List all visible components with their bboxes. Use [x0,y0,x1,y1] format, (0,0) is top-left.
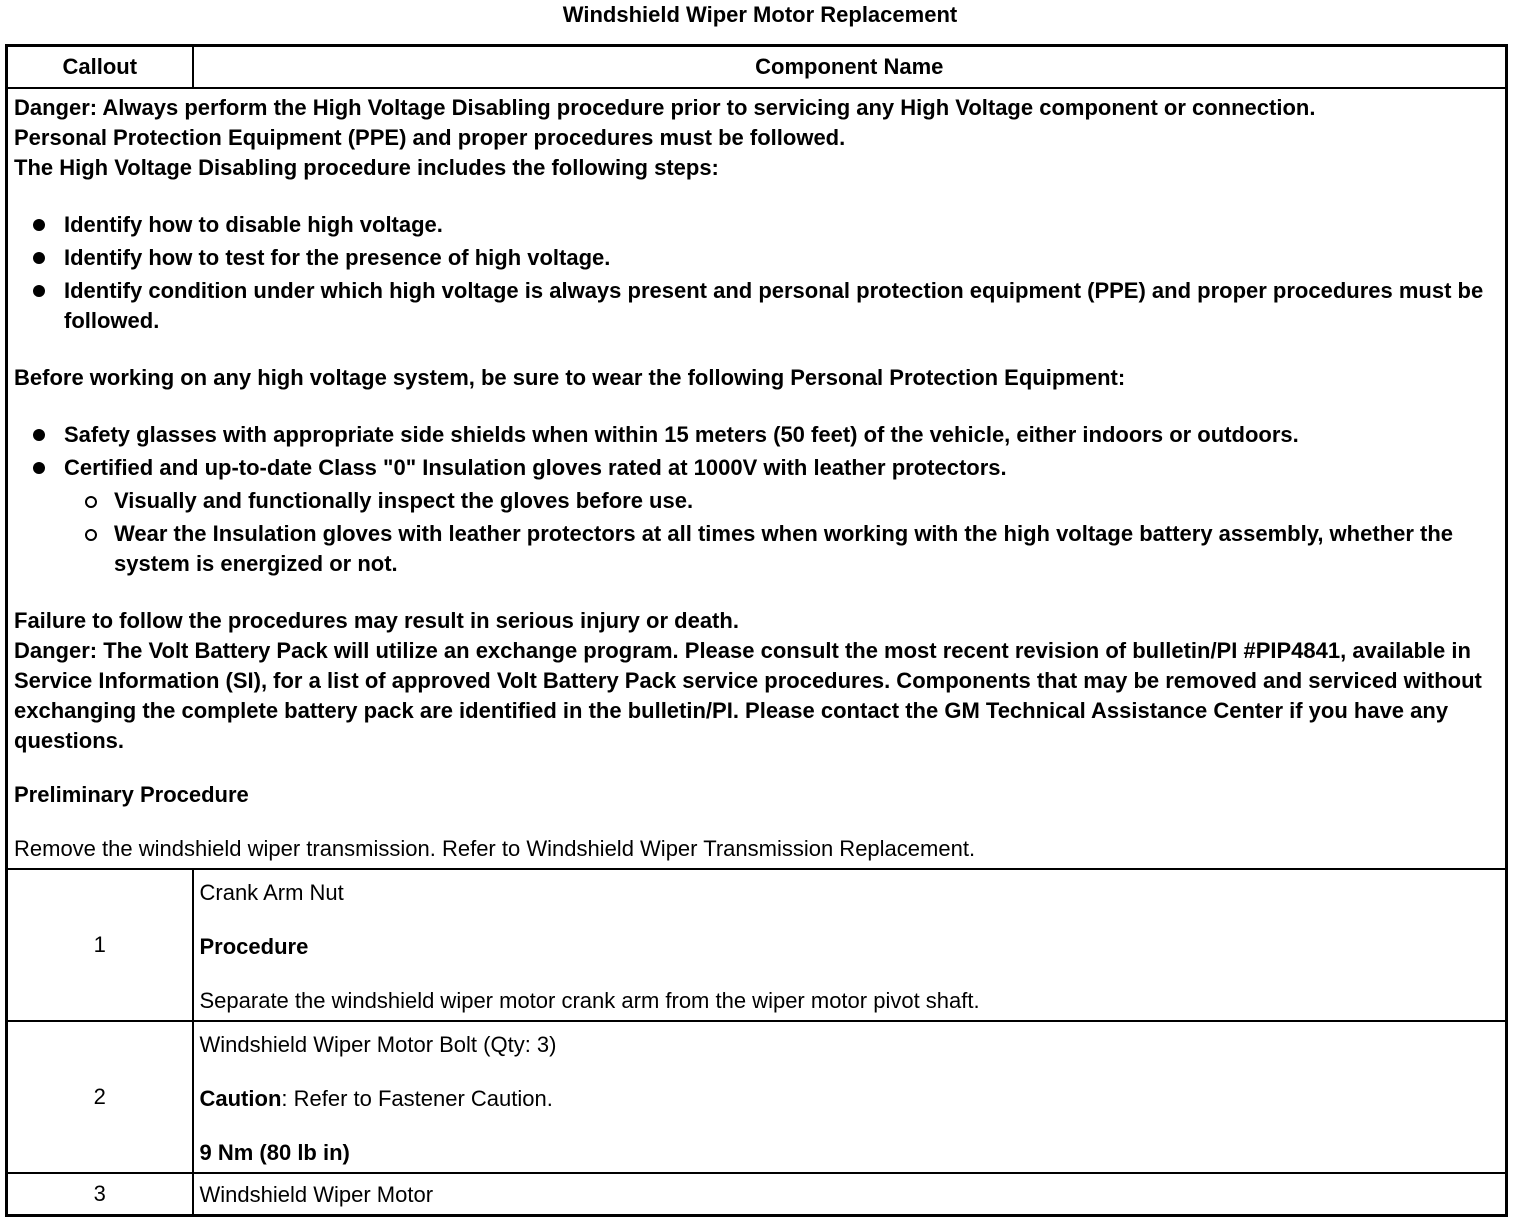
list-item [14,453,1499,579]
procedure-table [5,44,1508,1217]
spacer [14,582,1499,606]
callout-number: 2 [7,1021,193,1173]
caution-text: : Refer to Fastener Caution. [281,1086,553,1111]
preliminary-text: Remove the windshield wiper transmission. Refer to Windshield Wiper Transmission Replacement. [14,836,976,861]
spacer [14,393,1499,417]
page-title: Windshield Wiper Motor Replacement [562,2,958,27]
component-cell [193,1021,1507,1173]
list-item: Identify how to test for the presence of high voltage. [14,243,1499,273]
spacer [200,1114,1500,1138]
spacer [200,908,1500,932]
component-cell [193,1173,1507,1216]
danger-battery: Danger: The Volt Battery Pack will utilize an exchange program. Please consult the most recent revision of bulletin/PI #PIP4841, available in Service Information (SI), for a list of approved Volt Battery Pack service procedures. Components that may be removed and serviced without exchanging the complete battery pack are identified in the bulletin/PI. Please contact the GM Technical Assistance Center if you have any questions. [14,638,1482,753]
table-row [7,1021,1507,1173]
danger-hv-line1: Danger: Always perform the High Voltage Disabling procedure prior to servicing any High Voltage component or connection. [14,95,1316,120]
spacer [200,962,1500,986]
component-name: Crank Arm Nut [199,880,344,905]
list-item: Identify how to disable high voltage. [14,210,1499,240]
component-cell [193,869,1507,1021]
sub-list-item: Visually and functionally inspect the gloves before use. [64,486,1499,516]
caution-note [200,1084,1500,1114]
component-name: Windshield Wiper Motor [199,1182,434,1207]
danger-hv-line2: Personal Protection Equipment (PPE) and proper procedures must be followed. [14,125,846,150]
spacer [14,183,1499,207]
spacer [14,339,1499,363]
callout-number: 1 [7,869,193,1021]
danger-hv-line3: The High Voltage Disabling procedure includes the following steps: [14,155,719,180]
list-item: Safety glasses with appropriate side shields when within 15 meters (50 feet) of the vehicle, either indoors or outdoors. [14,420,1499,450]
spacer [14,810,1499,834]
list-item-text: Certified and up-to-date Class "0" Insulation gloves rated at 1000V with leather protectors. [64,455,1007,480]
table-row [7,869,1507,1021]
header-callout: Callout [7,46,193,89]
table-row [7,1173,1507,1216]
spacer [14,756,1499,780]
ppe-intro: Before working on any high voltage system, be sure to wear the following Personal Protection Equipment: [14,365,1126,390]
callout-number: 3 [7,1173,193,1216]
safety-notes-row [7,88,1507,869]
header-component-name: Component Name [193,46,1507,89]
failure-warning: Failure to follow the procedures may result in serious injury or death. [14,608,739,633]
procedure-text: Separate the windshield wiper motor crank arm from the wiper motor pivot shaft. [199,988,980,1013]
sub-list-item: Wear the Insulation gloves with leather protectors at all times when working with the high voltage battery assembly, whether the system is energized or not. [64,519,1499,579]
component-name: Windshield Wiper Motor Bolt (Qty: 3) [199,1032,557,1057]
procedure-heading: Procedure [199,934,309,959]
ppe-list [14,420,1499,579]
safety-notes [7,88,1507,869]
spacer [200,1060,1500,1084]
list-item: Identify condition under which high voltage is always present and personal protection equipment (PPE) and proper procedures must be followed. [14,276,1499,336]
torque-spec: 9 Nm (80 lb in) [199,1140,350,1165]
caution-label: Caution [199,1086,282,1111]
preliminary-heading: Preliminary Procedure [14,782,249,807]
glove-sublist [64,486,1499,579]
table-header-row [7,46,1507,89]
hv-steps-list [14,210,1499,336]
